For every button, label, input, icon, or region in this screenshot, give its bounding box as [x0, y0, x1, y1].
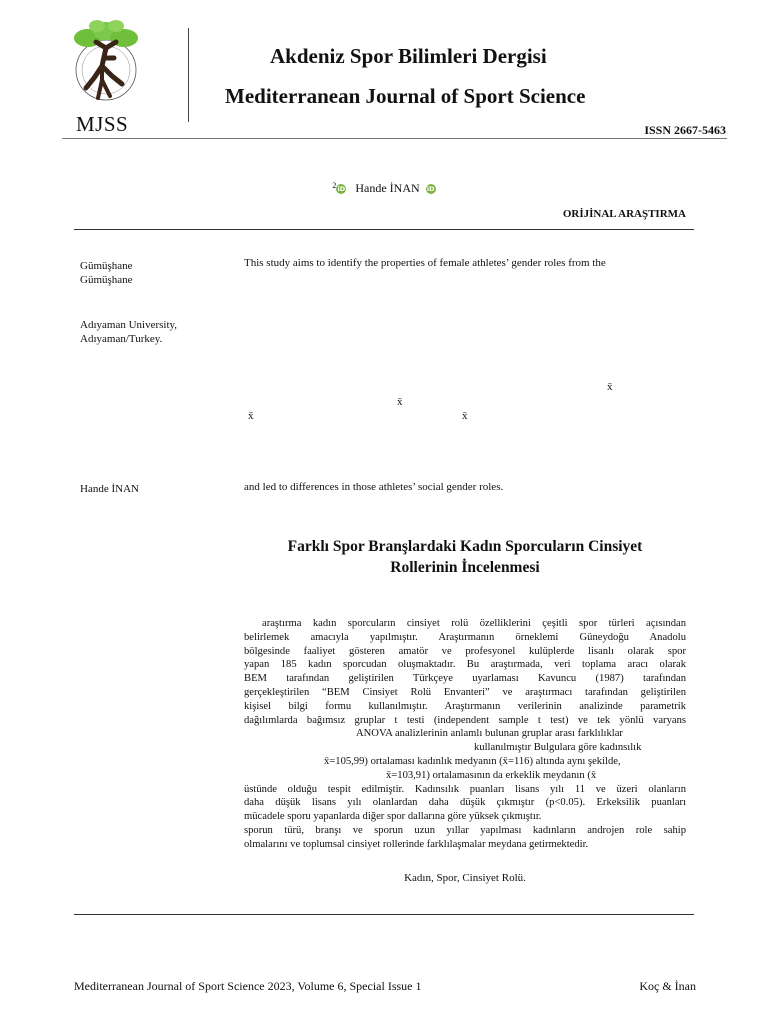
author-line	[0, 181, 768, 196]
abstract-line: kişisel bilgi formu kullanılmıştır. Araştırmanın verilerinin analizinde parametrik	[244, 700, 686, 712]
turkish-title-line: Farklı Spor Branşlardaki Kadın Sporcuların Cinsiyet	[287, 538, 643, 555]
author-name: Hande İNAN	[355, 181, 420, 195]
xbar-symbol: x̄	[462, 410, 468, 422]
keywords: Kadın, Spor, Cinsiyet Rolü.	[404, 872, 526, 884]
abstract-line: yapan 185 kadın sporcudan oluşmaktadır. Bu araştırmada, veri toplama aracı olarak	[244, 659, 686, 671]
abstract-line: mücadele sporu yapanlarda diğer spor dallarına göre yüksek çıkmıştır.	[244, 811, 542, 823]
xbar-symbol: x̄	[248, 410, 254, 422]
issn: ISSN 2667-5463	[644, 123, 726, 137]
turkish-abstract	[244, 617, 686, 852]
article-type: ORİJİNAL ARAŞTIRMA	[562, 208, 686, 220]
corresponding-author: Hande İNAN	[80, 483, 139, 495]
header-rule	[62, 138, 727, 139]
abstract-line: gerçekleştirilen “BEM Cinsiyet Rolü Envanteri” ve araştırmacı tarafından geliştirilen	[244, 686, 686, 698]
abstract-line: araştırma kadın sporcuların cinsiyet rolü özelliklerini çeşitli spor türleri açısından	[262, 618, 686, 629]
abstract-line: x̄=105,99) ortalaması kadınlık medyanın (x̄=116) altında aynı şekilde,	[324, 755, 621, 767]
orcid-icon[interactable]: iD	[337, 185, 346, 193]
abstract-line: belirlemek amacıyla yapılmıştır. Araştırmanın örneklemi Güneydoğu Anadolu	[244, 631, 686, 643]
affiliation-line: Adıyaman University,	[80, 319, 178, 331]
journal-title-en: Mediterranean Journal of Sport Science	[225, 84, 586, 108]
turkish-title	[235, 536, 695, 578]
abstract-line: kullanılmıştır Bulgulara göre kadınsılık	[474, 742, 642, 754]
abstract-line: dağılımlarda bağımsız gruplar t testi (independent sample t test) ve tek yönlü varyans	[244, 714, 686, 726]
affiliation-line: Gümüşhane	[80, 260, 133, 272]
affiliation-line: Gümüşhane	[80, 274, 133, 286]
abstract-line: bölgesinde faaliyet gösteren amatör ve profesyonel kulüplerde lisanlı olarak spor	[244, 645, 686, 657]
abstract-line: üstünde olduğu tespit edilmiştir. Kadınsılık puanları lisans yılı 11 ve üzeri olanların	[244, 783, 686, 795]
abstract-line: ANOVA analizlerinin anlamlı bulunan gruplar arası farklılıklar	[356, 728, 623, 740]
abstract-en-last-line: and led to differences in those athletes’ social gender roles.	[244, 481, 504, 493]
affiliation-1	[80, 259, 133, 287]
journal-title-tr: Akdeniz Spor Bilimleri Dergisi	[270, 44, 547, 68]
abstract-line: daha düşük lisans yılı olanlardan daha düşük çıkmıştır (p<0.05). Erkeksilik puanları	[244, 797, 686, 809]
orcid-icon[interactable]: iD	[426, 185, 435, 193]
turkish-title-line: Rollerinin İncelenmesi	[390, 559, 540, 576]
logo-text: MJSS	[76, 112, 129, 136]
affiliation-2	[80, 318, 177, 346]
abstract-line: x̄=103,91) ortalamasının da erkeklik meydanın (x̄	[386, 769, 597, 781]
xbar-symbol: x̄	[607, 381, 613, 393]
xbar-symbol: x̄	[397, 396, 403, 408]
abstract-line: BEM tarafından geliştirilen Türkçeye uyarlaması Kavuncu (1987) tarafından	[244, 673, 686, 685]
footer-rule	[74, 914, 694, 915]
section-rule	[74, 229, 694, 230]
footer-citation: Mediterranean Journal of Sport Science 2023, Volume 6, Special Issue 1	[74, 979, 422, 993]
abstract-en-first-line: This study aims to identify the properties of female athletes’ gender roles from the	[244, 257, 606, 269]
abstract-line: sporun türü, branşı ve sporun uzun yıllar yapılması kadınların androjen role sahip	[244, 824, 686, 836]
footer-authors: Koç & İnan	[639, 979, 696, 993]
journal-logo	[58, 14, 148, 138]
affiliation-line: Adıyaman/Turkey.	[80, 333, 163, 345]
abstract-line: olmalarını ve toplumsal cinsiyet rollerinde farklılaşmalar meydana getirmektedir.	[244, 838, 589, 850]
tree-athlete-logo-icon	[66, 18, 142, 108]
header-divider	[188, 28, 189, 122]
author-superscript: 2	[332, 181, 337, 190]
